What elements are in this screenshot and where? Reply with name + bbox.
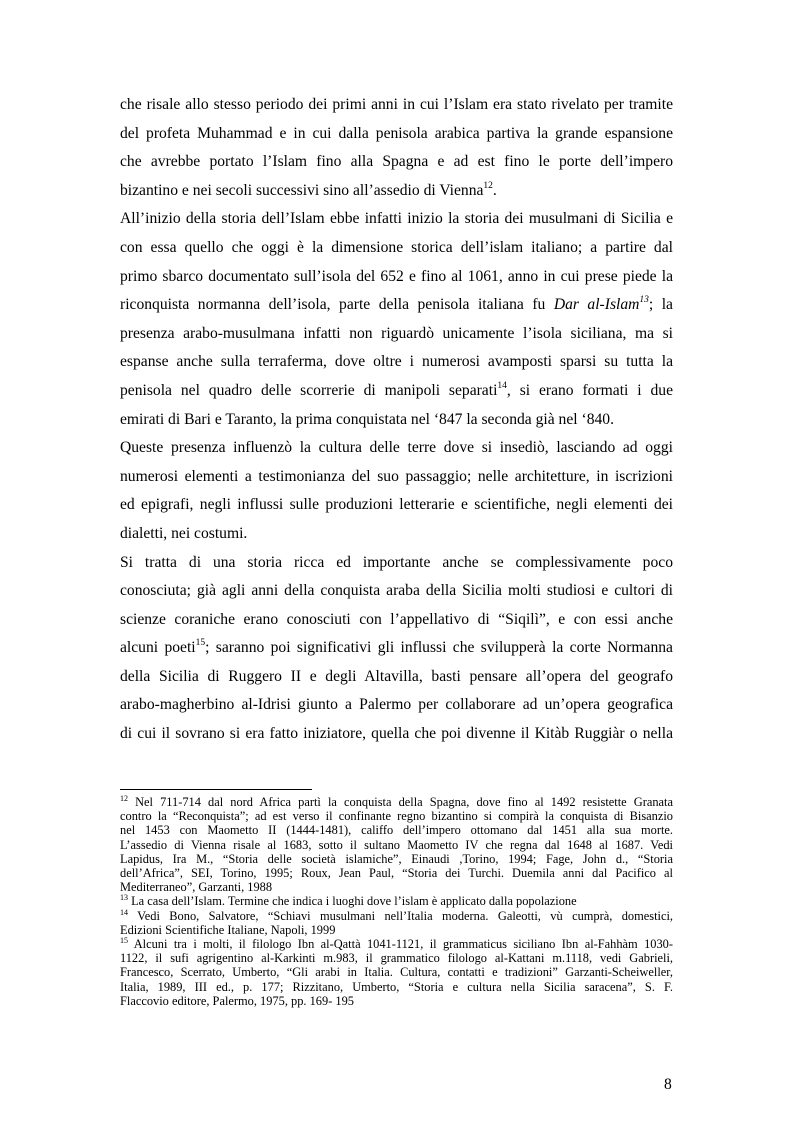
footnote-number: 15 — [120, 935, 128, 945]
text-run: ed epigrafi, negli influssi sulle produzioni letterarie e scientifiche, negli elementi dei — [120, 496, 673, 514]
footnote-text: Francesco, Scerrato, Umberto, “Gli arabi in Italia. Cultura, contatti e tradizioni” Garzanti-Scheiweller, — [120, 965, 673, 980]
footnote-text: Italia, 1989, III ed., p. 177; Rizzitano, Umberto, “Storia e cultura nella Sicilia saracena”, S. F. — [120, 979, 673, 994]
footnote-line — [120, 838, 673, 852]
footnote-text: L’assedio di Vienna risale al 1683, sotto il sultano Maometto IV che regna dal 1648 al 1687. Vedi — [120, 837, 673, 852]
footnote-reference[interactable]: 14 — [497, 380, 507, 391]
footnote-number: 13 — [120, 893, 128, 903]
footnote-line — [120, 937, 673, 951]
text-line — [120, 148, 673, 177]
text-run: arabo-magherbino al-Idrisi giunto a Palermo per collaborare ad un’opera geografica — [120, 696, 673, 714]
footnote-text: Vedi Bono, Salvatore, “Schiavi musulmani nell’Italia moderna. Galeotti, vù cumprà, domestici, — [128, 908, 673, 923]
text-line — [120, 691, 673, 720]
text-line — [120, 606, 673, 635]
text-line — [120, 406, 673, 435]
text-run: penisola nel quadro delle scorrerie di manipoli separati — [120, 381, 498, 399]
footnote-text: Nel 711-714 dal nord Africa partì la conquista della Spagna, dove fino al 1492 resistette Granata — [128, 795, 673, 809]
text-line — [120, 320, 673, 349]
italic-term: Dar al-Islam — [553, 296, 640, 314]
paragraph — [120, 549, 673, 749]
footnote-line — [120, 795, 673, 809]
text-run: bizantino e nei secoli successivi sino all’assedio di Vienna — [120, 181, 484, 199]
text-run: che risale allo stesso periodo dei primi anni in cui l’Islam era stato rivelato per tramite — [120, 96, 673, 113]
footnote-line — [120, 994, 673, 1008]
footnote-line — [120, 980, 673, 994]
footnote-line — [120, 923, 673, 937]
footnote-reference[interactable]: 13 — [639, 294, 649, 305]
footnote-line — [120, 965, 673, 979]
text-line — [120, 577, 673, 606]
text-run: che avrebbe portato l’Islam fino alla Spagna e ad est fino le porte dell’impero — [120, 153, 673, 171]
text-run: Queste presenza influenzò la cultura delle terre dove si insediò, lasciando ad oggi — [120, 439, 673, 457]
text-run: emirati di Bari e Taranto, la prima conquistata nel ‘847 la seconda già nel ‘840. — [120, 410, 614, 428]
text-run: alcuni poeti — [120, 639, 196, 657]
footnotes — [120, 795, 673, 1008]
footnote — [120, 909, 673, 937]
text-line — [120, 177, 673, 206]
text-line — [120, 291, 673, 320]
text-line — [120, 491, 673, 520]
text-run: presenza arabo-musulmana infatti non riguardò unicamente l’isola siciliana, ma si — [120, 324, 673, 342]
text-run: dialetti, nei costumi. — [120, 524, 248, 542]
footnote-line — [120, 894, 673, 908]
text-line — [120, 434, 673, 463]
footnote-text: Lapidus, Ira M., “Storia delle società islamiche”, Einaudi ,Torino, 1994; Fage, John d., “Storia — [120, 851, 673, 866]
footnote-line — [120, 951, 673, 965]
footnote-reference[interactable]: 15 — [195, 638, 206, 649]
text-line — [120, 377, 673, 406]
text-line — [120, 720, 673, 749]
footnote-text: La casa dell’Islam. Termine che indica i luoghi dove l’islam è applicato dalla popolazione — [128, 894, 577, 909]
footnote-line — [120, 809, 673, 823]
text-run: del profeta Muhammad e in cui dalla penisola arabica partiva la grande espansione — [120, 124, 673, 142]
body-text — [120, 91, 673, 749]
footnote-line — [120, 866, 673, 880]
footnote-reference[interactable]: 12 — [483, 180, 493, 191]
paragraph — [120, 91, 673, 205]
text-run: di cui il sovrano si era fatto iniziatore, quella che poi divenne il Kitàb Ruggiàr o nella — [120, 725, 673, 743]
footnote-number: 12 — [120, 793, 128, 803]
text-line — [120, 463, 673, 492]
footnote-separator — [120, 789, 312, 790]
text-run: . — [492, 181, 497, 199]
footnote — [120, 795, 673, 894]
footnote-line — [120, 909, 673, 923]
text-run: All’inizio della storia dell’Islam ebbe infatti inizio la storia dei musulmani di Sicilia e — [120, 210, 673, 228]
text-line — [120, 234, 673, 263]
text-run: conosciuta; già agli anni della conquista araba della Sicilia molti studiosi e cultori di — [120, 582, 673, 600]
footnote — [120, 894, 673, 908]
text-line — [120, 91, 673, 120]
text-run: primo sbarco documentato sull’isola del 652 e fino al 1061, anno in cui prese piede la — [120, 267, 673, 285]
text-run: Si tratta di una storia ricca ed importante anche se complessivamente poco — [120, 553, 673, 571]
text-line — [120, 663, 673, 692]
text-run: , si erano formati i due — [506, 381, 673, 399]
text-line — [120, 205, 673, 234]
footnote-number: 14 — [120, 907, 128, 917]
text-run: riconquista normanna dell’isola, parte della penisola italiana fu — [120, 296, 554, 314]
text-line — [120, 549, 673, 578]
text-line — [120, 520, 673, 549]
footnote-line — [120, 852, 673, 866]
text-run: scienze coraniche erano conosciuti con l’appellativo di “Siqilì”, e con essi anche — [120, 610, 673, 628]
paragraph — [120, 205, 673, 434]
footnote-text: dell’Africa”, SEI, Torino, 1995; Roux, Jean Paul, “Storia dei Turchi. Duemila anni dal Pacifico al — [120, 866, 673, 881]
footnote-line — [120, 823, 673, 837]
footnote-text: contro la “Reconquista”; ad est verso il confinante regno bizantino si compirà la conquista di Bisanzio — [120, 809, 673, 824]
text-run: numerosi elementi a testimonianza del suo passaggio; nelle architetture, in iscrizioni — [120, 467, 673, 485]
text-line — [120, 348, 673, 377]
footnote-text: Alcuni tra i molti, il filologo Ibn al-Qattà 1041-1121, il grammaticus siciliano Ibn al-Fahhàm 1030- — [128, 937, 673, 952]
paragraph — [120, 434, 673, 548]
page-number: 8 — [664, 1076, 672, 1093]
footnote-text: Mediterraneo”, Garzanti, 1988 — [120, 880, 273, 895]
text-run: ; saranno poi significativi gli influssi che svilupperà la corte Normanna — [205, 639, 673, 657]
text-run: espanse anche sulla terraferma, dove oltre i numerosi avamposti sparsi su tutta la — [120, 353, 673, 371]
text-line — [120, 634, 673, 663]
footnote — [120, 937, 673, 1008]
text-line — [120, 263, 673, 292]
footnote-line — [120, 880, 673, 894]
footnote-text: 1122, il sufi agrigentino al-Karkinti m.983, il grammatico filologo al-Kattani m.1118, vedi Gabrieli, — [120, 951, 673, 966]
footnote-text: nel 1453 con Maometto II (1444-1481), califfo dell’impero ottomano dal 1451 alla sua morte. — [120, 823, 673, 838]
footnote-text: Flaccovio editore, Palermo, 1975, pp. 169- 195 — [120, 993, 355, 1008]
text-line — [120, 120, 673, 149]
footnote-text: Edizioni Scientifiche Italiane, Napoli, 1999 — [120, 922, 336, 937]
text-run: ; la — [648, 296, 673, 314]
text-run: con essa quello che oggi è la dimensione storica dell’islam italiano; a partire dal — [120, 238, 673, 256]
text-run: della Sicilia di Ruggero II e degli Altavilla, basti pensare all’opera del geografo — [120, 667, 673, 685]
